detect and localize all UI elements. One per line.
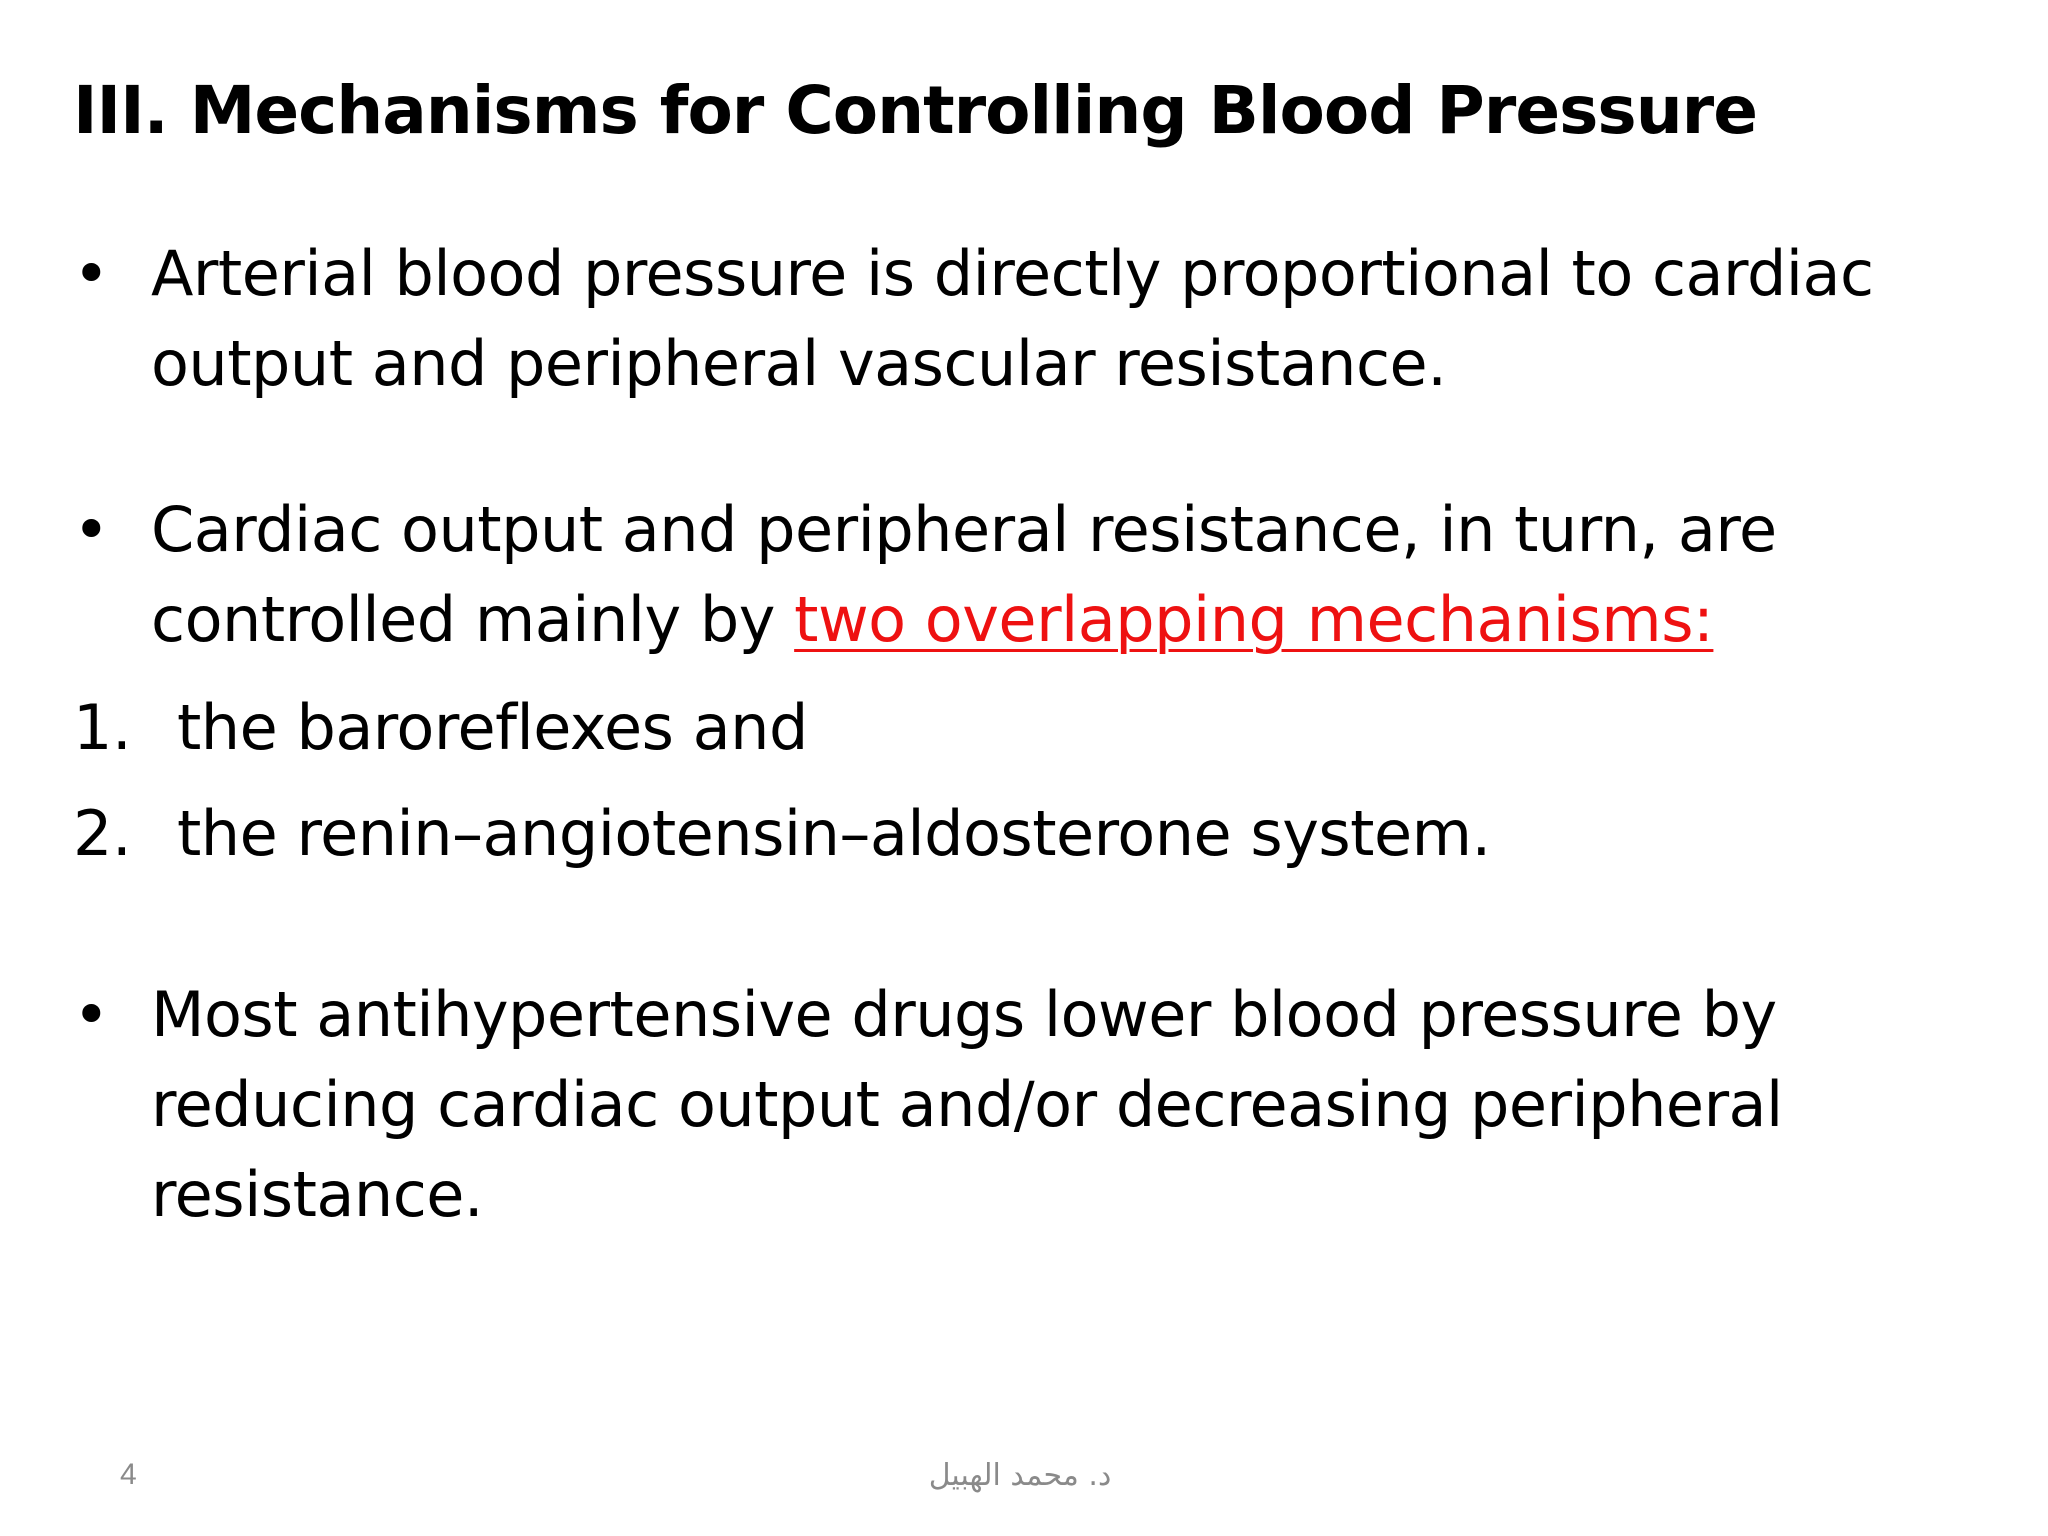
bullet-marker: • (73, 237, 110, 310)
bullet-3-line-1: Most antihypertensive drugs lower blood pressure by (151, 978, 1777, 1051)
footer-author: د. محمد الهبيل (928, 1458, 1112, 1493)
slide-title: III. Mechanisms for Controlling Blood Pressure (73, 72, 1757, 149)
numbered-item-2-number: 2. (73, 797, 132, 870)
highlighted-mechanisms-text: two overlapping mechanisms: (794, 583, 1714, 656)
bullet-marker: • (73, 978, 110, 1051)
bullet-1-line-1: Arterial blood pressure is directly proportional to cardiac (151, 237, 1874, 310)
bullet-3-line-3: resistance. (151, 1158, 484, 1231)
numbered-item-2 (73, 789, 1973, 879)
slide-page-number: 4 (120, 1458, 137, 1491)
bullet-marker: • (73, 493, 110, 566)
numbered-item-2-text: the renin–angiotensin–aldosterone system. (177, 797, 1491, 870)
numbered-item-1 (73, 683, 1973, 773)
bullet-2-line-1: Cardiac output and peripheral resistance, in turn, are (151, 493, 1777, 566)
bullet-1-line-2: output and peripheral vascular resistance. (151, 327, 1447, 400)
numbered-item-1-number: 1. (73, 691, 132, 764)
bullet-2-line-2 (151, 575, 1777, 665)
bullet-2-line-2-prefix: controlled mainly by (151, 583, 795, 656)
bullet-3-line-2: reducing cardiac output and/or decreasing peripheral (151, 1068, 1783, 1141)
numbered-item-1-text: the baroreflexes and (177, 691, 808, 764)
